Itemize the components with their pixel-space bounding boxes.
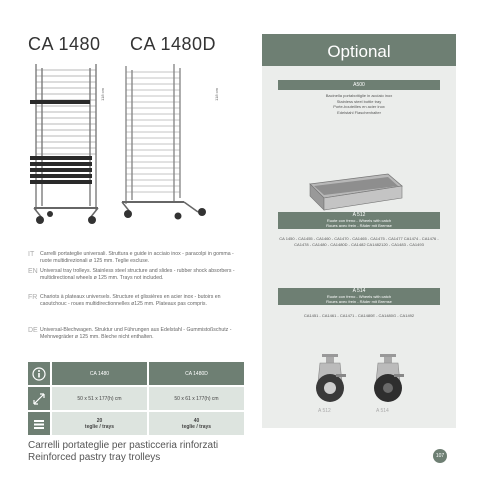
language-code: DE bbox=[28, 327, 38, 334]
model-title-ca1480d: CA 1480D bbox=[130, 34, 217, 54]
optional-title: Optional bbox=[327, 42, 391, 61]
a512-line-2: Roues avec frein - Räder mit Bremse bbox=[326, 223, 392, 228]
spec-capacity-row bbox=[28, 412, 244, 435]
trolley-ca1480d-image bbox=[118, 62, 213, 222]
a514-compatible-models: CA1451 - CA1461 - CA1471 - CA1480E - CA1480G - CA1492 bbox=[303, 313, 415, 318]
a500-line-it: Bacinella portabottiglie in acciaio inox bbox=[325, 93, 393, 98]
description-en bbox=[28, 268, 243, 282]
a514-wheel-image bbox=[364, 352, 412, 407]
trolley-ca1480-image bbox=[28, 62, 103, 227]
spec-dimensions-ca1480: 50 x 51 x 177(h) cm bbox=[52, 387, 147, 410]
page-number: 107 bbox=[433, 449, 447, 463]
description-fr bbox=[28, 294, 243, 308]
a512-code: A 512 bbox=[352, 212, 366, 218]
optional-panel bbox=[262, 34, 456, 428]
a512-compatible-models: CA 1450 - CA1455 - CA1460 - CA1470 - CA1465 - CA1475 - CA1477 CA1474 - CA1476 - CA1478 - CA1480 - CA1480D - CA1482 CA1482120 - CA1483 - CA1493 bbox=[279, 236, 439, 247]
a500-line-de: Edelstahl Flaschenhalter bbox=[337, 109, 381, 115]
dimensions-icon bbox=[28, 387, 50, 410]
language-code: EN bbox=[28, 268, 38, 275]
spec-header-ca1480: CA 1480 bbox=[52, 362, 147, 385]
info-icon bbox=[28, 362, 50, 385]
footer-line-it: Carrelli portateglie per pasticceria rinforzati bbox=[28, 440, 219, 451]
a500-line-en: Stainless steel bottle tray bbox=[336, 98, 382, 104]
spec-header-ca1480d: CA 1480D bbox=[149, 362, 244, 385]
spec-capacity-ca1480 bbox=[52, 412, 147, 435]
a500-description bbox=[278, 93, 440, 115]
language-code: IT bbox=[28, 251, 35, 258]
height-dimension-label: 118 cm bbox=[214, 88, 219, 101]
a514-line-1: Ruote con freno - Wheels with catch bbox=[326, 294, 392, 299]
height-dimension-label: 118 cm bbox=[100, 88, 105, 101]
a514-line-2: Roues avec frein - Räder mit Bremse bbox=[326, 299, 392, 304]
trays-icon bbox=[28, 412, 50, 435]
description-de bbox=[28, 327, 243, 341]
a512-wheel-image bbox=[306, 352, 354, 407]
capacity-value: 20 bbox=[96, 417, 103, 424]
spec-table bbox=[28, 362, 244, 437]
capacity-unit: teglie / trays bbox=[84, 423, 115, 430]
a500-bottle-tray-image bbox=[306, 166, 406, 218]
description-text: Carrelli portateglie universali. Struttura e guide in acciaio inox - paracolpi in gomma - ruote multidirezionali ø 125 mm. Teglie escluse. bbox=[40, 251, 234, 264]
spec-dimensions-ca1480d: 50 x 61 x 177(h) cm bbox=[149, 387, 244, 410]
a514-caption: A 514 bbox=[376, 408, 389, 414]
capacity-unit: teglie / trays bbox=[181, 423, 212, 430]
language-code: FR bbox=[28, 294, 38, 301]
capacity-value: 40 bbox=[193, 417, 200, 424]
description-text: Chariots à plateaux universels. Structure et glissières en acier inox - butoirs en caoutchouc - roues multidirectionnelles ø125 mm. Plateaux pas compris. bbox=[40, 294, 221, 307]
a512-line-1: Ruote con freno - Wheels with catch bbox=[326, 218, 392, 223]
spec-header-row bbox=[28, 362, 244, 385]
description-it bbox=[28, 251, 243, 265]
model-title-ca1480: CA 1480 bbox=[28, 34, 101, 54]
page-footer-title bbox=[28, 440, 218, 464]
description-text: Universal tray trolleys. Stainless steel structure and slides - rubber shock absorbers - multidirectional wheels ø 125 mm. Trays not included. bbox=[40, 268, 235, 281]
a512-caption: A 512 bbox=[318, 408, 331, 414]
a514-code: A 514 bbox=[352, 288, 366, 294]
a512-code-tag bbox=[278, 212, 440, 229]
spec-dimensions-row bbox=[28, 387, 244, 410]
a514-code-tag bbox=[278, 288, 440, 305]
spec-capacity-ca1480d bbox=[149, 412, 244, 435]
description-text: Universal-Blechwagen. Struktur und Führungen aus Edelstahl - Gummistoßschutz - Mehrwegräder ø 125 mm. Bleche nicht enthalten. bbox=[40, 327, 232, 340]
footer-line-en: Reinforced pastry tray trolleys bbox=[28, 452, 161, 463]
a500-code-tag: A500 bbox=[278, 80, 440, 90]
a500-line-fr: Porte-bouteilles en acier inox bbox=[333, 104, 385, 109]
